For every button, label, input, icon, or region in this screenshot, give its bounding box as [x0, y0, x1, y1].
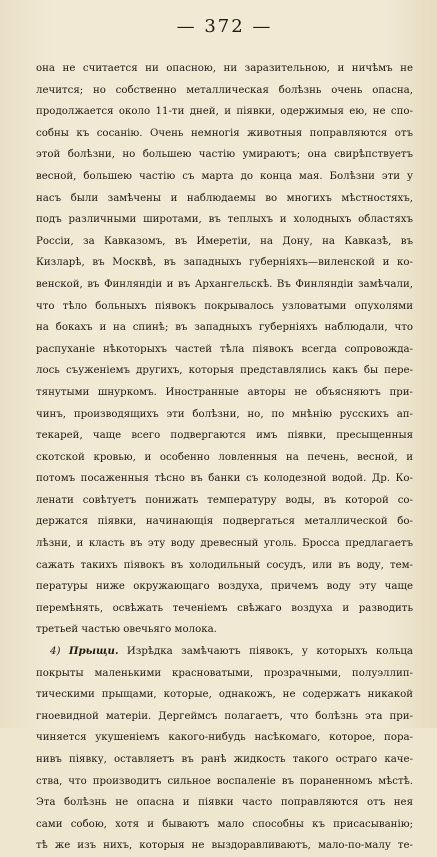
text-line: тическими прыщами, которые, однакожъ, не содержатъ никакой: [36, 689, 413, 701]
text-line: чиняется укушеніемъ какого-нибудь насѣкомаго, которое, пора-: [36, 732, 413, 744]
text-line: третьей частью овечьяго молока.: [36, 624, 217, 636]
text-line: держатся піявки, начинающія подвергаться металлической бо-: [36, 516, 413, 528]
text-line: тѣ же изъ нихъ, которыя не выздоравливаютъ, мало-по-малу те-: [36, 840, 413, 852]
text-line: сажать такихъ піявокъ въ холодильный сосудъ, или въ воду, тем-: [36, 559, 413, 571]
text-line: скотской кровью, и особенно ловленныя на печень, весной, и: [36, 451, 413, 463]
section-number: 4): [50, 646, 61, 658]
text-line: гноевидной матеріи. Дергеймсъ полагаетъ, что болѣзнь эта при-: [36, 710, 413, 722]
text-line: венской, въ Финляндіи и въ Архангельскѣ. Въ Финляндіи замѣчали,: [36, 278, 413, 290]
text-line: пературы ниже окружающаго воздуха, причемъ воду эту чаще: [36, 581, 413, 593]
text-line: распуханіе нѣкоторыхъ частей тѣла піявокъ всегда сопровожда-: [36, 343, 413, 355]
text-line: что тѣло больныхъ піявокъ покрывалось узловатыми опухолями: [36, 300, 413, 312]
page-body: [36, 58, 413, 857]
text-line: подъ различными широтами, въ теплыхъ и холодныхъ областяхъ: [36, 214, 413, 226]
text-line: лось съуженіемъ другихъ, которыя представлялись какъ бы пере-: [36, 365, 413, 377]
text-line: перемѣнять, освѣжать теченіемъ свѣжаго воздуха и разводить: [36, 602, 413, 614]
text-line: текарей, чаще всего подвергаются имъ піявки, пресыщенныя: [36, 430, 413, 442]
text-line: собны къ сосанію. Очень немногія животныя поправляются отъ: [36, 127, 413, 139]
text-line: весной, большею частію съ марта до конца мая. Болѣзни эти у: [36, 170, 413, 182]
text-line: лѣзни, и класть въ эту воду древесный уголь. Бросса предлагаетъ: [36, 538, 413, 550]
text-line: Эта болѣзнь не опасна и піявки часто поправляются отъ нея: [36, 797, 413, 809]
text-line: лечится; но собственно металлическая болѣзнь очень опасна,: [36, 84, 413, 96]
text-line: ства, что производитъ сильное воспаленіе въ пораненномъ мѣстѣ.: [36, 775, 413, 787]
page-number-header: — 372 —: [176, 16, 273, 37]
text-line: нивъ піявку, оставляетъ въ ранѣ жидкость такого остраго каче-: [36, 754, 413, 765]
section-first-line: [36, 641, 413, 663]
paragraph-2: [36, 663, 413, 857]
text-line: покрыты маленькими красноватыми, прозрачными, полуэллип-: [36, 667, 413, 679]
text-line: ленати совѣтуетъ понижать температуру воды, въ которой со-: [36, 494, 413, 506]
section-heading: Прыщи.: [68, 645, 119, 658]
text-line: сами собою, хотя и бываютъ мало способны къ присасыванію;: [36, 818, 413, 830]
text-line: на бокахъ и на спинѣ; въ западныхъ губерніяхъ наблюдали, что: [36, 322, 413, 334]
text-line: она не считается ни опасною, ни заразительною, и ничѣмъ не: [36, 63, 413, 74]
paragraph-1: [36, 58, 413, 641]
text-line: Кизларѣ, въ Москвѣ, въ западныхъ губерніяхъ—виленской и ко-: [36, 257, 413, 269]
text-line: насъ были замѣчены и наблюдаемы во многихъ мѣстностяхъ,: [36, 192, 413, 204]
text-line: тянутыми шнуркомъ. Иностранные авторы не объясняютъ при-: [36, 386, 413, 398]
text-line: продолжается около 11-ти дней, и піявки, одержимыя ею, не спо-: [36, 106, 413, 118]
text-line: чинъ, производящихъ эти болѣзни, но, по мнѣнію русскихъ ап-: [36, 408, 413, 420]
section-first-line-text: Изрѣдка замѣчаютъ піявокъ, у которыхъ кольца: [118, 646, 413, 658]
text-line: этой болѣзни, но большею частію умираютъ; она свирѣпствуетъ: [36, 149, 413, 161]
text-line: потомъ посаженныя тѣсно въ банки съ колодезной водой. Др. Ко-: [36, 473, 413, 485]
text-line: Россіи, за Кавказомъ, въ Имеретіи, на Дону, на Кавказѣ, въ: [36, 235, 413, 247]
